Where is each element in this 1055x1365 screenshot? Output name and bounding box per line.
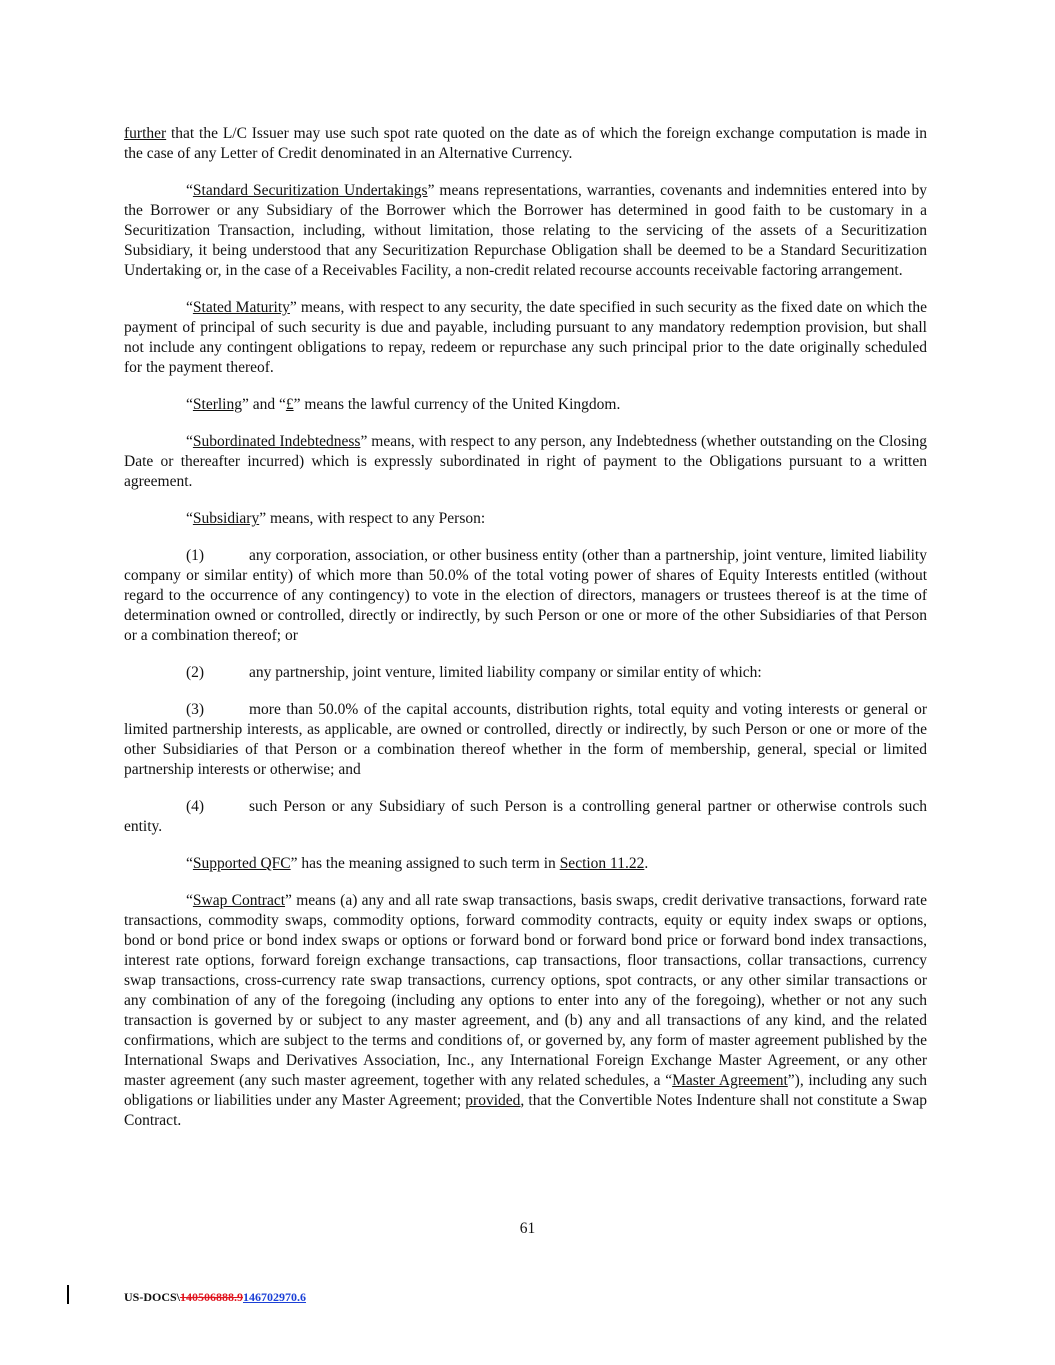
- list-item: [124, 700, 927, 780]
- list-item-text: any partnership, joint venture, limited liability company or similar entity of which:: [249, 664, 762, 681]
- page-number: 61: [519, 1220, 536, 1237]
- list-item-number: (1): [186, 547, 205, 564]
- paragraph-text: that the L/C Issuer may use such spot rate quoted on the date as of which the foreign exchange computation is made in the case of any Letter of Credit denominated in an Alternative Currency.: [124, 125, 927, 162]
- list-item-text: such Person or any Subsidiary of such Person is a controlling general partner or otherwise controls such entity.: [124, 798, 927, 835]
- list-item-text: more than 50.0% of the capital accounts, distribution rights, total equity and voting interests or general or limited partnership interests, as applicable, are owned or controlled, directly or indirectly, by such Person or one or more of the other Subsidiaries of that Person or a combination thereof whether in the form of membership, general, special or limited partnership interests or otherwise; and: [124, 701, 927, 778]
- definition-sterling: [124, 395, 927, 415]
- defined-term: Swap Contract: [192, 892, 286, 909]
- defined-term: Sterling: [192, 396, 242, 413]
- open-quote: “: [186, 510, 193, 527]
- defined-term: £: [285, 396, 294, 413]
- definition-text: ” means, with respect to any person, any Indebtedness (whether outstanding on the Closing Date or thereafter incurred) which is expressly subordinated in right of payment to the Obligations pursuant to a written agreement.: [124, 433, 927, 490]
- list-item-number: (3): [186, 701, 205, 718]
- footer-prefix: US-DOCS\: [124, 1290, 181, 1304]
- list-item: [124, 546, 927, 646]
- definition-text: ”), including any such obligations or liabilities under any Master Agreement;: [124, 1072, 927, 1109]
- defined-term: Stated Maturity: [192, 299, 290, 316]
- document-body: [124, 124, 927, 1148]
- definition-text: ” means (a) any and all rate swap transactions, basis swaps, credit derivative transactions, forward rate transactions, commodity swaps, commodity options, forward commodity contracts, equity or equity index swaps or options, bond or bond price or bond index swaps or options or forward bond or forward bond price or forward bond index transactions, interest rate options, forward foreign exchange transactions, cap transactions, floor transactions, collar transactions, currency swap transactions, cross-currency rate swap transactions, currency options, spot contracts, or any other similar transactions or any combination of any of the foregoing (including any options to enter into any of the foregoing), whether or not any such transaction is governed by or subject to any master agreement, and (b) any and all transactions of any kind, and the related confirmations, which are subject to the terms and conditions of, or governed by, any form of master agreement published by the International Swaps and Derivatives Association, Inc., any International Foreign Exchange Master Agreement, or any other master agreement (any such master agreement, together with any related schedules, a “: [124, 892, 927, 1089]
- paragraph-continuation: [124, 124, 927, 164]
- list-item-number: (4): [186, 798, 205, 815]
- definition-subordinated-indebtedness: [124, 432, 927, 492]
- definition-text: ” and “: [241, 396, 286, 413]
- open-quote: “: [186, 396, 193, 413]
- footer-deleted-docnum: 140506888.9: [180, 1290, 244, 1304]
- defined-term: Master Agreement: [672, 1072, 788, 1089]
- list-item: [124, 663, 927, 683]
- underlined-term: provided: [465, 1092, 521, 1109]
- change-bar: [67, 1285, 69, 1304]
- definition-text: , that the Convertible Notes Indenture shall not constitute a Swap Contract.: [124, 1092, 927, 1129]
- section-reference: Section 11.22: [559, 855, 645, 872]
- definition-text: .: [644, 855, 649, 872]
- footer-inserted-docnum: 146702970.6: [243, 1290, 307, 1304]
- definition-text: ” means, with respect to any security, the date specified in such security as the fixed date on which the payment of principal of such security is due and payable, including pursuant to any mandatory redemption provision, but shall not include any contingent obligations to repay, redeem or repurchase any such principal prior to the date originally scheduled for the payment thereof.: [124, 299, 927, 376]
- definition-subsidiary: [124, 509, 927, 529]
- definition-text: ” means representations, warranties, covenants and indemnities entered into by the Borrower or any Subsidiary of the Borrower which the Borrower has determined in good faith to be customary in a Securitization Transaction, including, without limitation, those relating to the servicing of the assets of a Securitization Subsidiary, it being understood that any Securitization Repurchase Obligation shall be deemed to be a Standard Securitization Undertaking or, in the case of a Receivables Facility, a non-credit related recourse accounts receivable factoring arrangement.: [124, 182, 927, 279]
- definition-stated-maturity: [124, 298, 927, 378]
- defined-term: Subsidiary: [192, 510, 260, 527]
- definition-standard-securitization-undertakings: [124, 181, 927, 281]
- definition-text: ” means, with respect to any Person:: [259, 510, 486, 527]
- document-footer: [124, 1290, 306, 1305]
- list-item-text: any corporation, association, or other business entity (other than a partnership, joint venture, limited liability company or similar entity) of which more than 50.0% of the total voting power of shares of Equity Interests entitled (without regard to the occurrence of any contingency) to vote in the election of directors, managers or trustees thereof is at the time of determination owned or controlled, directly or indirectly, by such Person or one or more of the other Subsidiaries of that Person or a combination thereof; or: [124, 547, 927, 644]
- defined-term: Subordinated Indebtedness: [192, 433, 361, 450]
- open-quote: “: [186, 299, 193, 316]
- underlined-term: further: [124, 125, 167, 142]
- open-quote: “: [186, 433, 193, 450]
- open-quote: “: [186, 855, 193, 872]
- definition-supported-qfc: [124, 854, 927, 874]
- defined-term: Supported QFC: [192, 855, 291, 872]
- definition-text: ” means the lawful currency of the United Kingdom.: [293, 396, 621, 413]
- defined-term: Standard Securitization Undertakings: [192, 182, 428, 199]
- list-item: [124, 797, 927, 837]
- open-quote: “: [186, 892, 193, 909]
- definition-swap-contract: [124, 891, 927, 1131]
- definition-text: ” has the meaning assigned to such term in: [290, 855, 560, 872]
- open-quote: “: [186, 182, 193, 199]
- list-item-number: (2): [186, 664, 205, 681]
